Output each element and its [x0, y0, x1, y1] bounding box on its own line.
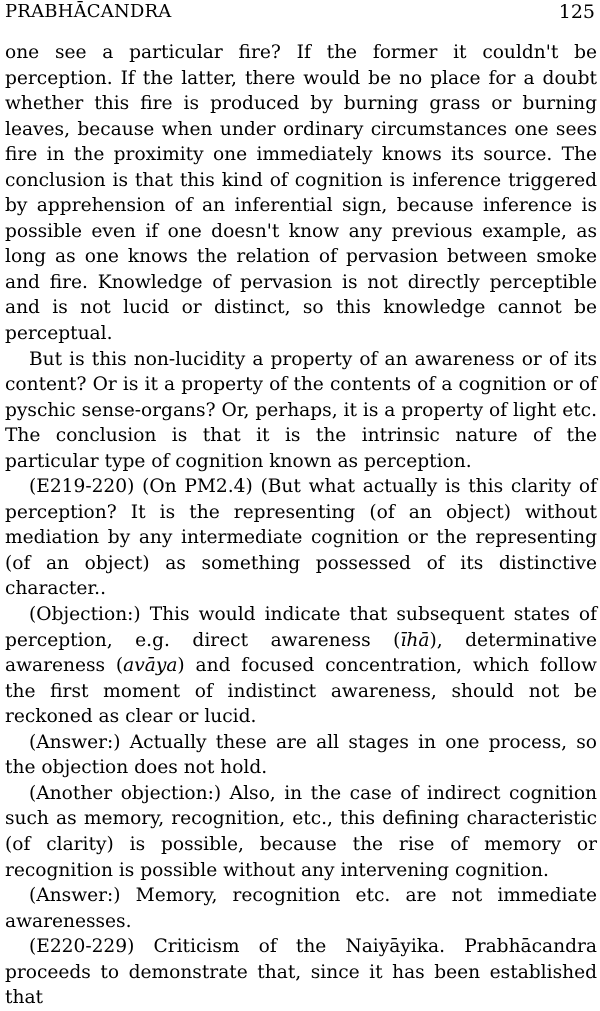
running-title: PRABHĀCANDRA: [5, 1, 172, 22]
paragraph-criticism-naiyayika: (E220-229) Criticism of the Naiyāyika. Prabhācandra proceeds to demonstrate that, since it has been established that: [5, 936, 597, 1009]
term-avaya: avāya: [123, 655, 178, 677]
term-iha: īhā: [400, 629, 430, 651]
running-header: [5, 0, 597, 30]
book-page: [5, 0, 597, 1009]
body-text: [5, 40, 597, 1011]
paragraph-objection: [5, 602, 597, 730]
objection-text-part1: (Objection:) This would indicate that subsequent states of perception, e.g. direct awareness (: [5, 604, 597, 651]
paragraph-continued: one see a particular fire? If the former it couldn't be perception. If the latter, there would be no place for a doubt whether this fire is produced by burning grass or burning leaves, because when under ordinary circumstances one sees fire in the proximity one immediately knows its source. The conclusion is that this kind of cognition is inference triggered by apprehension of an inferential sign, because inference is possible even if one doesn't know any previous example, as long as one knows the relation of pervasion between smoke and fire. Knowledge of pervasion is not directly perceptible and is not lucid or distinct, so this knowledge cannot be perceptual.: [5, 42, 597, 345]
objection-text-part3: ) and focused concentration, which follow the first moment of indistinct awareness, should not be reckoned as clear or lucid.: [5, 655, 597, 728]
page-number: 125: [558, 1, 595, 23]
objection-text-part2: ), determinative awareness (: [5, 629, 597, 677]
paragraph-answer: (Answer:) Actually these are all stages in one process, so the objection does not hold.: [5, 731, 597, 779]
paragraph-non-lucidity: But is this non-lucidity a property of an awareness or of its content? Or is it a property of the contents of a cognition or of pyschic sense-organs? Or, perhaps, it is a property of light etc. The conclusion is that it is the intrinsic nature of the particular type of cognition known as perception.: [5, 348, 597, 472]
paragraph-answer-memory: (Answer:) Memory, recognition etc. are not immediate awarenesses.: [5, 885, 597, 932]
paragraph-clarity-definition: (E219-220) (On PM2.4) (But what actually is this clarity of perception? It is the representing (of an object) without mediation by any intermediate cognition or the representing (of an object) as something possessed of its distinctive character..: [5, 476, 597, 600]
paragraph-another-objection: (Another objection:) Also, in the case of indirect cognition such as memory, recognition, etc., this defining characteristic (of clarity) is possible, because the rise of memory or recognition is possible without any intervening cognition.: [5, 782, 597, 881]
